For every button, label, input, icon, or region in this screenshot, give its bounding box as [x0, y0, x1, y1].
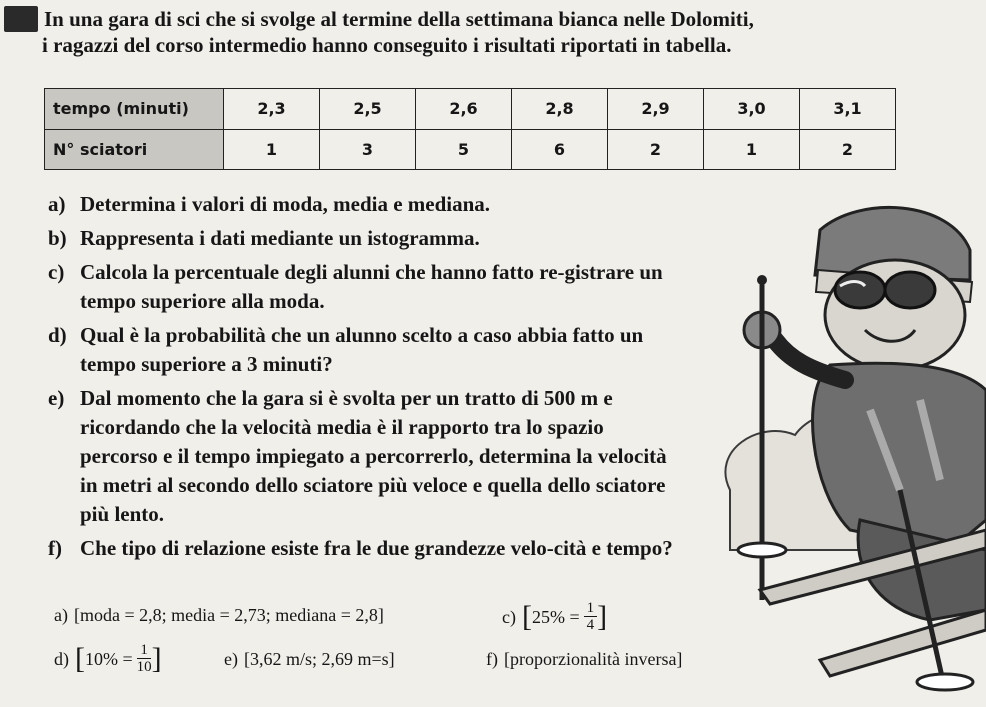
- question-label: c): [48, 260, 65, 284]
- table-cell: 2: [608, 129, 704, 170]
- question-text: Dal momento che la gara si è svolta per un tratto di 500 m e ricordando che la velocità media è il rapporto tra lo spazio percorso e il tempo impiegato a percorrerlo, determina la velocità in metri al secondo dello sciatore più veloce e quella dello sciatore più lento.: [80, 386, 667, 526]
- question-label: f): [48, 536, 62, 560]
- answer-e: [224, 648, 395, 670]
- question-item: [44, 190, 684, 219]
- question-text: Qual è la probabilità che un alunno scelto a caso abbia fatto un tempo superiore a 3 minuti?: [80, 323, 644, 376]
- close-bracket: ]: [151, 641, 162, 675]
- fraction-denominator: 4: [586, 617, 595, 633]
- table-cell: 6: [512, 129, 608, 170]
- skier-illustration: [700, 190, 986, 707]
- question-item: [44, 384, 684, 529]
- table-cell: 2,5: [320, 89, 416, 130]
- answer-label: d): [54, 648, 69, 669]
- exercise-intro: [44, 6, 974, 58]
- answer-d: [54, 642, 162, 675]
- open-bracket: [: [75, 641, 85, 675]
- question-text: Calcola la percentuale degli alunni che hanno fatto re-gistrare un tempo superiore alla moda.: [80, 260, 663, 313]
- question-label: a): [48, 192, 66, 216]
- exercise-number-badge: [4, 6, 38, 32]
- table-cell: 2: [800, 129, 896, 170]
- intro-line-1: In una gara di sci che si svolge al termine della settimana bianca nelle Dolomiti,: [44, 7, 754, 31]
- answer-label: f): [486, 649, 498, 669]
- answer-text: [proporzionalità inversa]: [504, 649, 683, 669]
- fraction: [137, 642, 152, 675]
- fraction-numerator: 1: [584, 600, 598, 617]
- answer-row-2: [54, 641, 774, 692]
- fraction: [584, 600, 598, 633]
- fraction-denominator: 10: [136, 659, 152, 675]
- table-cell: 2,6: [416, 89, 512, 130]
- question-text: Che tipo di relazione esiste fra le due grandezze velo-cità e tempo?: [80, 536, 673, 560]
- close-bracket: ]: [597, 599, 608, 633]
- intro-line-2: i ragazzi del corso intermedio hanno conseguito i risultati riportati in tabella.: [42, 33, 732, 57]
- table-cell: 2,3: [224, 89, 320, 130]
- answer-text: 25% =: [531, 606, 580, 627]
- answer-label: a): [54, 605, 68, 625]
- question-text: Determina i valori di moda, media e mediana.: [80, 192, 491, 216]
- table-row-skiers: [45, 129, 896, 170]
- table-row-time: [45, 89, 896, 130]
- row-header-time: tempo (minuti): [45, 89, 224, 130]
- table-cell: 5: [416, 129, 512, 170]
- question-item: [44, 224, 684, 253]
- table-cell: 1: [704, 129, 800, 170]
- answer-a: [54, 604, 384, 626]
- open-bracket: [: [521, 599, 532, 633]
- fraction-numerator: 1: [137, 642, 151, 659]
- question-item: [44, 258, 684, 316]
- question-label: e): [48, 386, 65, 410]
- answer-row-1: [54, 599, 774, 648]
- question-label: d): [48, 323, 67, 347]
- table-cell: 2,8: [512, 89, 608, 130]
- answer-text: [3,62 m/s; 2,69 m=s]: [243, 649, 395, 669]
- table-cell: 1: [224, 129, 320, 170]
- answer-label: c): [502, 606, 516, 627]
- question-label: b): [48, 226, 67, 250]
- question-item: [44, 321, 684, 379]
- row-header-skiers: N° sciatori: [45, 129, 224, 170]
- answer-c: [502, 600, 607, 633]
- answer-label: e): [224, 649, 238, 669]
- results-table: [44, 88, 896, 170]
- question-text: Rappresenta i dati mediante un istogramma.: [80, 226, 480, 250]
- question-item: [44, 534, 684, 563]
- table-cell: 2,9: [608, 89, 704, 130]
- table-cell: 3: [320, 129, 416, 170]
- table-cell: 3,0: [704, 89, 800, 130]
- table-cell: 3,1: [800, 89, 896, 130]
- answer-text: [moda = 2,8; media = 2,73; mediana = 2,8]: [73, 605, 384, 625]
- answer-text: 10% =: [85, 648, 133, 669]
- answer-key: [54, 599, 774, 692]
- question-list: [44, 190, 684, 568]
- answer-f: [486, 648, 682, 670]
